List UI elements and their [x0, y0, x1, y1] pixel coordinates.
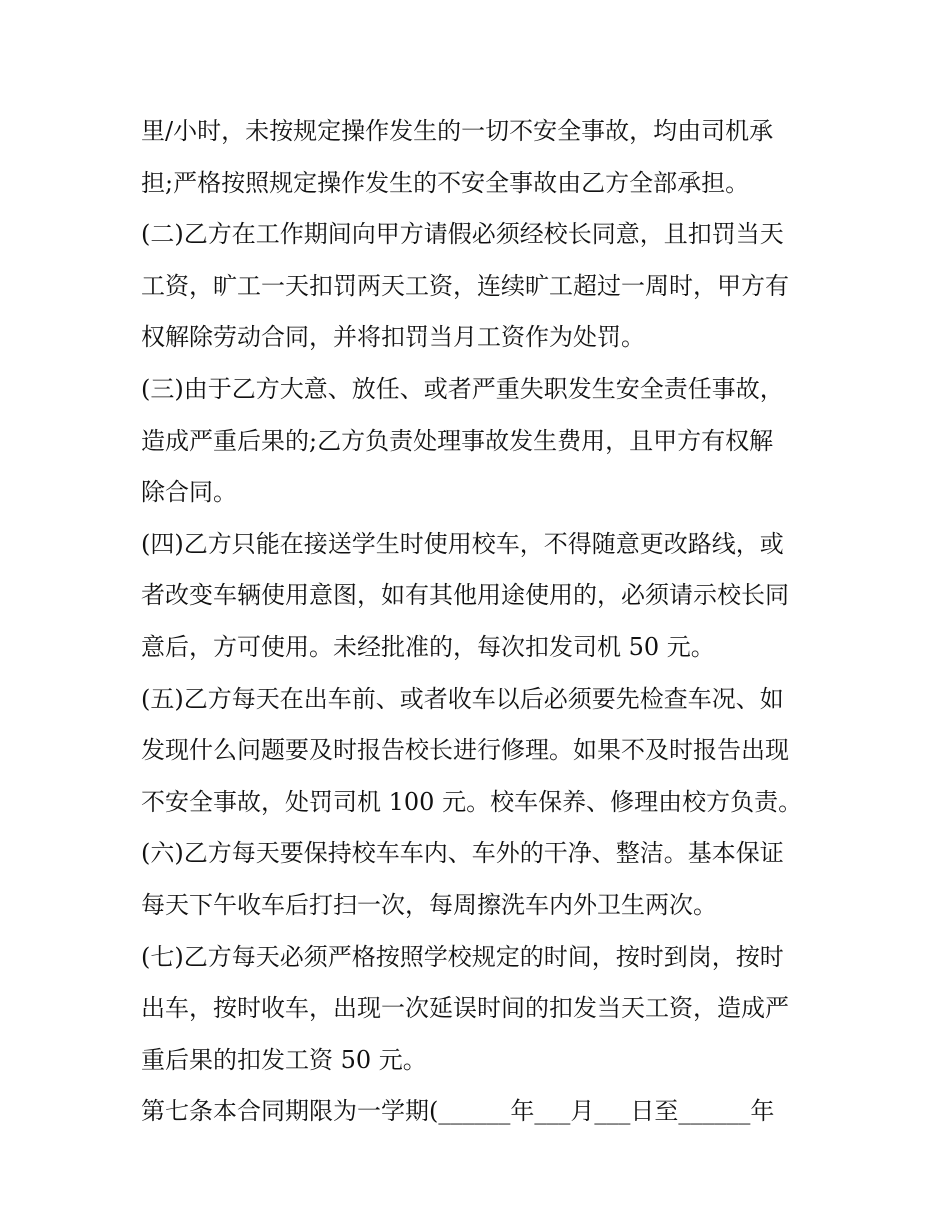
text-line: (七)乙方每天必须严格按照学校规定的时间，按时到岗，按时 — [141, 942, 784, 971]
text-line: (六)乙方每天要保持校车车内、车外的干净、整洁。基本保证 — [141, 839, 784, 868]
text-line: 除合同。 — [141, 478, 237, 507]
text-line: 不安全事故，处罚司机 100 元。校车保养、修理由校方负责。 — [141, 787, 803, 816]
text-line: 重后果的扣发工资 50 元。 — [141, 1045, 427, 1074]
text-line: 出车，按时收车，出现一次延误时间的扣发当天工资，造成严 — [141, 994, 789, 1023]
contract-text — [141, 106, 821, 1138]
text-line: (四)乙方只能在接送学生时使用校车，不得随意更改路线，或 — [141, 529, 784, 558]
text-line: 每天下午收车后打扫一次，每周擦洗车内外卫生两次。 — [141, 890, 717, 919]
text-line: 里/小时，未按规定操作发生的一切不安全事故，均由司机承 — [141, 117, 774, 145]
text-line: 发现什么问题要及时报告校长进行修理。如果不及时报告出现 — [141, 736, 789, 765]
text-line: (五)乙方每天在出车前、或者收车以后必须要先检查车况、如 — [141, 684, 784, 713]
text-line: 造成严重后果的;乙方负责处理事故发生费用，且甲方有权解 — [141, 426, 774, 455]
text-line: (三)由于乙方大意、放任、或者严重失职发生安全责任事故， — [141, 374, 784, 403]
text-line: 担;严格按照规定操作发生的不安全事故由乙方全部承担。 — [141, 168, 750, 197]
text-line: 工资，旷工一天扣罚两天工资，连续旷工超过一周时，甲方有 — [141, 271, 789, 300]
text-line: 者改变车辆使用意图，如有其他用途使用的，必须请示校长同 — [141, 581, 789, 610]
text-line: 权解除劳动合同，并将扣罚当月工资作为处罚。 — [141, 323, 645, 352]
text-line: 意后，方可使用。未经批准的，每次扣发司机 50 元。 — [141, 632, 715, 661]
text-line: (二)乙方在工作期间向甲方请假必须经校长同意，且扣罚当天 — [141, 220, 784, 249]
text-line: 第七条本合同期限为一学期(______年___月___日至______年 — [141, 1097, 775, 1126]
